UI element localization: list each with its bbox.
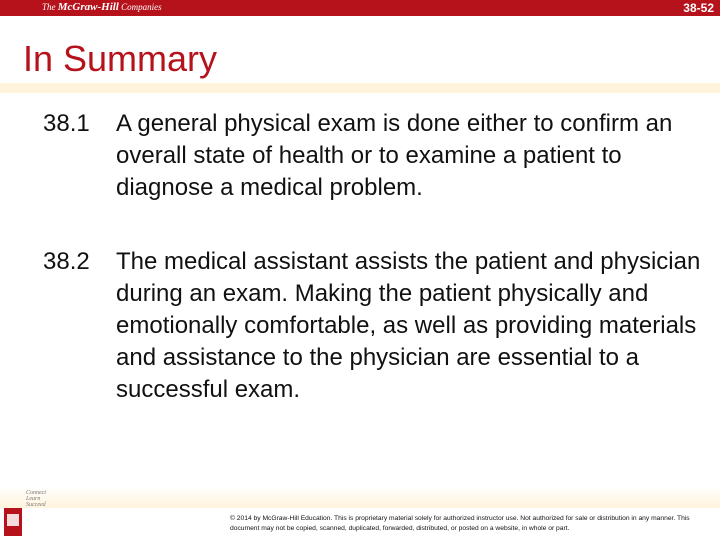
title-divider: [0, 83, 720, 93]
brand-prefix: The: [42, 2, 56, 12]
copyright-notice: © 2014 by McGraw-Hill Education. This is proprietary material solely for authorized instructor use. Not authorized for sale or distribution in any manner. This document may not be copied, scanned, duplicated, forwarded, distributed, or posted on a website, in whole or part.: [230, 515, 690, 532]
publisher-logo: [4, 490, 54, 536]
item-number: 38.1: [43, 110, 90, 137]
brand-suffix: Companies: [121, 2, 162, 12]
item-number: 38.2: [43, 248, 90, 275]
item-text: The medical assistant assists the patient and physician during an exam. Making the patient physically and emotionally comfortable, as well as providing materials and assistance to the physician are essential to a successful exam.: [116, 248, 701, 403]
logo-tagline: Connect Learn Succeed: [26, 490, 46, 508]
header-bar: [0, 0, 720, 16]
summary-item: [43, 108, 703, 204]
publisher-brand: [42, 1, 162, 13]
slide-number: 38-52: [683, 1, 714, 15]
page-title: In Summary: [23, 38, 218, 79]
summary-item: [43, 246, 703, 406]
brand-name: McGraw-Hill: [57, 1, 119, 13]
item-text: A general physical exam is done either to confirm an overall state of health or to examine a patient to diagnose a medical problem.: [116, 110, 673, 201]
summary-list: [43, 108, 703, 406]
logo-mark-icon: [4, 508, 22, 536]
footer-divider: [0, 486, 720, 508]
